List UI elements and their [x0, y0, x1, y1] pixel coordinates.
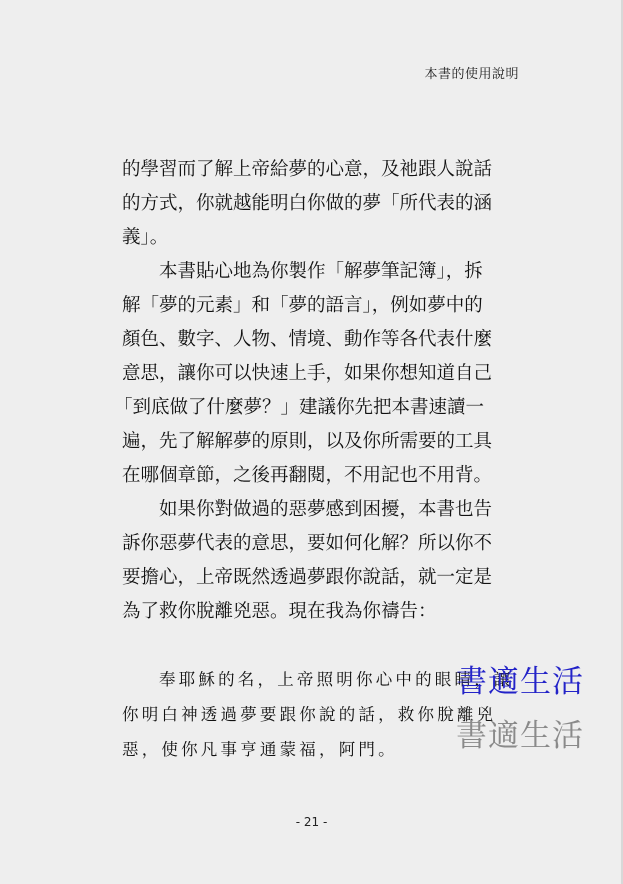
body-line: 在哪個章節，之後再翻閱，不用記也不用背。: [122, 465, 493, 486]
body-line: 為了救你脫離兇惡。現在我為你禱告：: [122, 601, 437, 622]
body-line: 顏色、數字、人物、情境、動作等各代表什麼: [122, 329, 493, 350]
body-line: 義」。: [122, 227, 169, 248]
body-line: 的方式，你就越能明白你做的夢「所代表的涵: [122, 193, 493, 214]
body-line: 解「夢的元素」和「夢的語言」，例如夢中的: [122, 295, 483, 316]
body-line: 「到底做了什麼夢？」建議你先把本書速讀一: [114, 397, 485, 418]
prayer-line: 你明白神透過夢要跟你說的話，救你脫離兇: [122, 705, 497, 724]
paragraph-start-line: 本書貼心地為你製作「解夢筆記簿」，拆: [159, 261, 483, 282]
running-header: 本書的使用說明: [424, 67, 519, 82]
body-line: 遍，先了解解夢的原則，以及你所需要的工具: [122, 431, 493, 452]
body-line: 要擔心，上帝既然透過夢跟你說話，就一定是: [122, 567, 493, 588]
body-line: 訴你惡夢代表的意思，要如何化解？所以你不: [122, 533, 493, 554]
page-number: - 21 -: [295, 815, 328, 829]
paragraph-start-line: 如果你對做過的惡夢感到困擾，本書也告: [159, 499, 493, 520]
body-text: [114, 153, 522, 629]
body-line: 意思，讓你可以快速上手，如果你想知道自己: [122, 363, 493, 384]
watermark-primary: 書適生活: [456, 664, 584, 700]
watermark-secondary: 書適生活: [456, 718, 584, 754]
prayer-line: 奉耶穌的名，上帝照明你心中的眼睛，讓: [159, 670, 514, 689]
body-line: 的學習而了解上帝給夢的心意，及祂跟人說話: [122, 159, 493, 180]
prayer-line: 惡，使你凡事亨通蒙福，阿門。: [122, 740, 398, 759]
